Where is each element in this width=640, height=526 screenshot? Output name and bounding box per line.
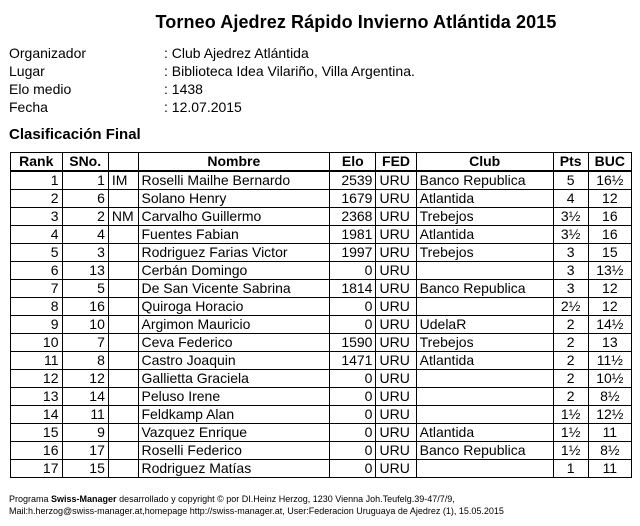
cell-rank: 15: [11, 424, 63, 442]
table-row: [11, 262, 632, 280]
cell-fed: URU: [376, 171, 416, 190]
cell-buc: 16: [588, 226, 631, 244]
cell-name: Argimon Mauricio: [138, 316, 330, 334]
cell-club: [416, 406, 553, 424]
cell-elo: 1814: [330, 280, 376, 298]
footer-line-2: Mail:h.herzog@swiss-manager.at,homepage http://swiss-manager.at, User:Federacion Uruguaya de Ajedrez (1), 15.05.2015: [9, 506, 504, 516]
table-row: [11, 442, 632, 460]
table-row: [11, 352, 632, 370]
cell-buc: 16: [588, 208, 631, 226]
cell-name: Vazquez Enrique: [138, 424, 330, 442]
cell-club: [416, 460, 553, 478]
cell-buc: 12: [588, 298, 631, 316]
cell-club: Trebejos: [416, 208, 553, 226]
cell-rank: 9: [11, 316, 63, 334]
cell-title: [108, 280, 138, 298]
cell-club: Atlantida: [416, 190, 553, 208]
cell-fed: URU: [376, 298, 416, 316]
cell-rank: 1: [11, 171, 63, 190]
cell-buc: 12: [588, 190, 631, 208]
cell-name: Ceva Federico: [138, 334, 330, 352]
cell-elo: 2539: [330, 171, 376, 190]
cell-sno: 17: [62, 442, 108, 460]
cell-sno: 3: [62, 244, 108, 262]
cell-sno: 13: [62, 262, 108, 280]
tournament-info: [9, 44, 415, 116]
cell-title: [108, 424, 138, 442]
info-row-venue: [9, 62, 415, 80]
cell-club: Banco Republica: [416, 280, 553, 298]
cell-name: Roselli Mailhe Bernardo: [138, 171, 330, 190]
cell-club: Atlantida: [416, 424, 553, 442]
cell-elo: 0: [330, 406, 376, 424]
cell-buc: 13½: [588, 262, 631, 280]
cell-pts: 2: [553, 388, 588, 406]
table-row: [11, 370, 632, 388]
info-value: : Biblioteca Idea Vilariño, Villa Argentina.: [164, 63, 415, 79]
cell-fed: URU: [376, 424, 416, 442]
cell-name: Cerbán Domingo: [138, 262, 330, 280]
info-value: : Club Ajedrez Atlántida: [164, 45, 309, 61]
table-row: [11, 171, 632, 190]
cell-club: UdelaR: [416, 316, 553, 334]
table-row: [11, 388, 632, 406]
cell-club: Atlantida: [416, 352, 553, 370]
cell-name: Peluso Irene: [138, 388, 330, 406]
section-title: Clasificación Final: [9, 126, 141, 143]
cell-rank: 17: [11, 460, 63, 478]
cell-buc: 11: [588, 460, 631, 478]
cell-elo: 1590: [330, 334, 376, 352]
cell-elo: 0: [330, 316, 376, 334]
info-row-date: [9, 98, 415, 116]
cell-sno: 1: [62, 171, 108, 190]
cell-fed: URU: [376, 460, 416, 478]
cell-club: [416, 388, 553, 406]
cell-fed: URU: [376, 334, 416, 352]
cell-elo: 2368: [330, 208, 376, 226]
cell-rank: 13: [11, 388, 63, 406]
standings-table: [10, 152, 632, 478]
cell-rank: 14: [11, 406, 63, 424]
cell-title: IM: [108, 171, 138, 190]
cell-buc: 14½: [588, 316, 631, 334]
cell-pts: 5: [553, 171, 588, 190]
cell-title: [108, 190, 138, 208]
cell-fed: URU: [376, 208, 416, 226]
cell-buc: 13: [588, 334, 631, 352]
cell-buc: 12: [588, 280, 631, 298]
cell-elo: 0: [330, 460, 376, 478]
table-row: [11, 406, 632, 424]
cell-club: Trebejos: [416, 244, 553, 262]
cell-pts: 1: [553, 460, 588, 478]
cell-club: Atlantida: [416, 226, 553, 244]
cell-name: Feldkamp Alan: [138, 406, 330, 424]
cell-title: [108, 370, 138, 388]
cell-club: Trebejos: [416, 334, 553, 352]
cell-rank: 11: [11, 352, 63, 370]
cell-rank: 4: [11, 226, 63, 244]
cell-name: Carvalho Guillermo: [138, 208, 330, 226]
column-header-rank: Rank: [11, 153, 63, 172]
cell-pts: 3: [553, 280, 588, 298]
cell-sno: 15: [62, 460, 108, 478]
info-value: : 12.07.2015: [164, 99, 242, 115]
cell-buc: 12½: [588, 406, 631, 424]
cell-sno: 11: [62, 406, 108, 424]
cell-pts: 2: [553, 370, 588, 388]
cell-elo: 0: [330, 262, 376, 280]
cell-elo: 0: [330, 370, 376, 388]
cell-pts: 1½: [553, 406, 588, 424]
cell-fed: URU: [376, 190, 416, 208]
column-header-club: Club: [416, 153, 553, 172]
cell-name: Roselli Federico: [138, 442, 330, 460]
table-row: [11, 334, 632, 352]
cell-name: De San Vicente Sabrina: [138, 280, 330, 298]
cell-fed: URU: [376, 388, 416, 406]
cell-elo: 1679: [330, 190, 376, 208]
cell-pts: 2: [553, 316, 588, 334]
cell-fed: URU: [376, 226, 416, 244]
table-row: [11, 424, 632, 442]
cell-elo: 0: [330, 388, 376, 406]
footer-line-1: [9, 493, 504, 505]
cell-buc: 11: [588, 424, 631, 442]
cell-sno: 9: [62, 424, 108, 442]
cell-pts: 2½: [553, 298, 588, 316]
cell-name: Fuentes Fabian: [138, 226, 330, 244]
cell-sno: 6: [62, 190, 108, 208]
cell-title: [108, 442, 138, 460]
footer-prefix: Programa: [9, 494, 52, 504]
cell-rank: 16: [11, 442, 63, 460]
cell-rank: 7: [11, 280, 63, 298]
cell-pts: 1½: [553, 424, 588, 442]
column-header-fed: FED: [376, 153, 416, 172]
cell-sno: 12: [62, 370, 108, 388]
cell-buc: 8½: [588, 388, 631, 406]
info-value: : 1438: [164, 81, 203, 97]
cell-sno: 7: [62, 334, 108, 352]
column-header-sno: SNo.: [62, 153, 108, 172]
cell-sno: 2: [62, 208, 108, 226]
cell-rank: 10: [11, 334, 63, 352]
cell-fed: URU: [376, 370, 416, 388]
cell-title: [108, 388, 138, 406]
column-header-elo: Elo: [330, 153, 376, 172]
cell-title: [108, 352, 138, 370]
cell-pts: 3: [553, 262, 588, 280]
cell-name: Quiroga Horacio: [138, 298, 330, 316]
cell-fed: URU: [376, 406, 416, 424]
info-row-organizer: [9, 44, 415, 62]
cell-rank: 5: [11, 244, 63, 262]
cell-buc: 10½: [588, 370, 631, 388]
cell-fed: URU: [376, 262, 416, 280]
cell-title: [108, 244, 138, 262]
info-label: Elo medio: [9, 81, 72, 97]
cell-sno: 14: [62, 388, 108, 406]
table-row: [11, 280, 632, 298]
cell-title: [108, 298, 138, 316]
footer-program-name: Swiss-Manager: [51, 494, 117, 504]
info-label: Fecha: [9, 99, 48, 115]
cell-title: [108, 316, 138, 334]
cell-elo: 1471: [330, 352, 376, 370]
cell-pts: 3½: [553, 226, 588, 244]
cell-club: Banco Republica: [416, 171, 553, 190]
cell-buc: 15: [588, 244, 631, 262]
column-header-buc: BUC: [588, 153, 631, 172]
cell-elo: 0: [330, 298, 376, 316]
table-row: [11, 244, 632, 262]
cell-rank: 8: [11, 298, 63, 316]
cell-fed: URU: [376, 316, 416, 334]
cell-buc: 16½: [588, 171, 631, 190]
cell-name: Castro Joaquin: [138, 352, 330, 370]
cell-sno: 10: [62, 316, 108, 334]
cell-sno: 8: [62, 352, 108, 370]
table-row: [11, 226, 632, 244]
cell-elo: 0: [330, 442, 376, 460]
cell-buc: 8½: [588, 442, 631, 460]
cell-pts: 3½: [553, 208, 588, 226]
cell-elo: 1981: [330, 226, 376, 244]
cell-pts: 2: [553, 352, 588, 370]
cell-rank: 6: [11, 262, 63, 280]
cell-club: Banco Republica: [416, 442, 553, 460]
cell-sno: 4: [62, 226, 108, 244]
cell-title: [108, 262, 138, 280]
cell-title: NM: [108, 208, 138, 226]
cell-sno: 5: [62, 280, 108, 298]
cell-buc: 11½: [588, 352, 631, 370]
cell-pts: 4: [553, 190, 588, 208]
cell-name: Rodriguez Farias Victor: [138, 244, 330, 262]
footer-copyright: desarrollado y copyright © por DI.Heinz Herzog, 1230 Vienna Joh.Teufelg.39-47/7/9,: [116, 494, 455, 504]
cell-name: Rodriguez Matías: [138, 460, 330, 478]
table-row: [11, 208, 632, 226]
cell-rank: 2: [11, 190, 63, 208]
cell-title: [108, 226, 138, 244]
page-title: Torneo Ajedrez Rápido Invierno Atlántida 2015: [155, 12, 557, 32]
cell-elo: 0: [330, 424, 376, 442]
table-row: [11, 460, 632, 478]
cell-pts: 3: [553, 244, 588, 262]
cell-fed: URU: [376, 442, 416, 460]
column-header-title: [108, 153, 138, 172]
column-header-pts: Pts: [553, 153, 588, 172]
footer: [9, 493, 504, 517]
cell-title: [108, 406, 138, 424]
table-row: [11, 316, 632, 334]
cell-sno: 16: [62, 298, 108, 316]
cell-club: [416, 262, 553, 280]
cell-fed: URU: [376, 280, 416, 298]
cell-name: Solano Henry: [138, 190, 330, 208]
cell-fed: URU: [376, 352, 416, 370]
cell-pts: 2: [553, 334, 588, 352]
info-label: Lugar: [9, 63, 45, 79]
cell-club: [416, 370, 553, 388]
standings-body: [11, 171, 632, 478]
column-header-name: Nombre: [138, 153, 330, 172]
cell-rank: 3: [11, 208, 63, 226]
cell-club: [416, 298, 553, 316]
cell-title: [108, 460, 138, 478]
cell-rank: 12: [11, 370, 63, 388]
info-row-average-elo: [9, 80, 415, 98]
table-row: [11, 298, 632, 316]
cell-fed: URU: [376, 244, 416, 262]
cell-elo: 1997: [330, 244, 376, 262]
cell-title: [108, 334, 138, 352]
info-label: Organizador: [9, 45, 87, 61]
cell-name: Gallietta Graciela: [138, 370, 330, 388]
cell-pts: 1½: [553, 442, 588, 460]
table-row: [11, 190, 632, 208]
table-header-row: [11, 153, 632, 172]
